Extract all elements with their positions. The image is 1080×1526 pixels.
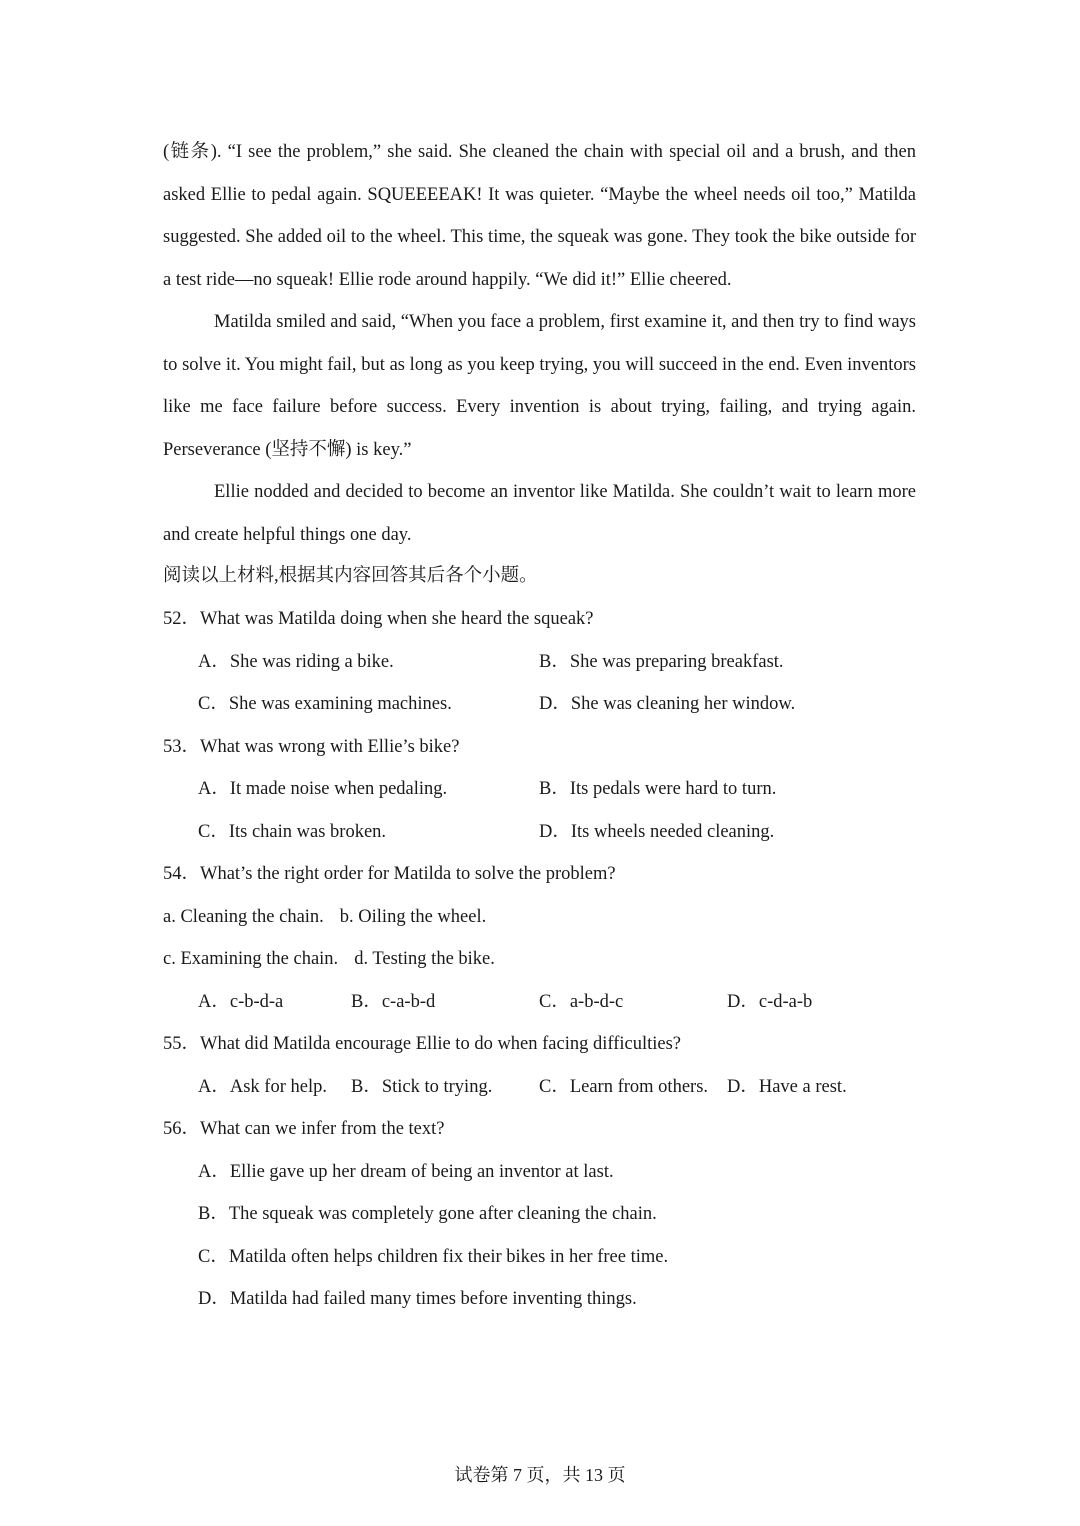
question-55-option-a[interactable]: A．Ask for help. bbox=[198, 1076, 327, 1097]
question-53-option-a[interactable]: A．It made noise when pedaling. bbox=[198, 779, 448, 799]
question-52-option-b[interactable]: B．She was preparing breakfast. bbox=[539, 651, 784, 672]
question-53-options-row-1 bbox=[163, 768, 923, 811]
question-54-step-d: d. Testing the bike. bbox=[354, 949, 495, 969]
question-52-options-row-2 bbox=[163, 683, 923, 726]
question-56-option-a[interactable]: A．Ellie gave up her dream of being an inventor at last. bbox=[198, 1161, 614, 1182]
passage-paragraph-2: Matilda smiled and said, “When you face a problem, first examine it, and then try to find ways to solve it. You might fail, but as long as you keep trying, you will succeed in the end. Even inventors like me face failure before success. Every invention is about trying, failing, and trying again. Perseverance (坚持不懈) is key.” bbox=[163, 312, 916, 460]
question-52-option-a[interactable]: A．She was riding a bike. bbox=[198, 651, 394, 672]
question-56-option-c[interactable]: C．Matilda often helps children fix their bikes in her free time. bbox=[198, 1246, 669, 1267]
question-list bbox=[163, 598, 923, 1321]
question-54-steps-row-1 bbox=[163, 896, 923, 939]
question-53-stem: 53．What was wrong with Ellie’s bike? bbox=[163, 736, 460, 757]
page-footer: 试卷第 7 页，共 13 页 bbox=[454, 1465, 626, 1485]
question-52-option-d[interactable]: D．She was cleaning her window. bbox=[539, 694, 796, 714]
question-56-option-d[interactable]: D．Matilda had failed many times before inventing things. bbox=[198, 1289, 637, 1309]
question-53-options-row-2 bbox=[163, 811, 923, 854]
question-52-options-row-1 bbox=[163, 641, 923, 684]
question-54-step-a: a. Cleaning the chain. bbox=[163, 906, 324, 927]
question-54-steps-row-2 bbox=[163, 938, 923, 981]
question-56-option-b[interactable]: B．The squeak was completely gone after cleaning the chain. bbox=[198, 1204, 657, 1224]
question-53-option-b[interactable]: B．Its pedals were hard to turn. bbox=[539, 779, 777, 799]
passage-paragraph-3: Ellie nodded and decided to become an inventor like Matilda. She couldn’t wait to learn more and create helpful things one day. bbox=[163, 482, 916, 545]
question-54-option-c[interactable]: C．a-b-d-c bbox=[539, 991, 624, 1012]
reading-passage bbox=[163, 131, 916, 556]
question-55-option-c[interactable]: C．Learn from others. bbox=[539, 1076, 709, 1097]
question-54-option-a[interactable]: A．c-b-d-a bbox=[198, 991, 284, 1012]
question-55-option-d[interactable]: D．Have a rest. bbox=[727, 1076, 847, 1097]
question-52-stem: 52．What was Matilda doing when she heard the squeak? bbox=[163, 609, 594, 629]
question-55-option-b[interactable]: B．Stick to trying. bbox=[351, 1076, 493, 1097]
question-53-option-c[interactable]: C．Its chain was broken. bbox=[198, 821, 387, 842]
question-54-option-b[interactable]: B．c-a-b-d bbox=[351, 991, 436, 1012]
question-54-step-b: b. Oiling the wheel. bbox=[339, 906, 487, 927]
question-54-options-row bbox=[163, 981, 923, 1024]
question-54-option-d[interactable]: D．c-d-a-b bbox=[727, 991, 813, 1012]
instruction-text: 阅读以上材料,根据其内容回答其后各个小题。 bbox=[163, 566, 538, 586]
question-54-step-c: c. Examining the chain. bbox=[163, 949, 339, 969]
question-52-option-c[interactable]: C．She was examining machines. bbox=[198, 694, 452, 714]
question-54-stem: 54．What’s the right order for Matilda to solve the problem? bbox=[163, 864, 616, 884]
passage-paragraph-1: (链条). “I see the problem,” she said. She cleaned the chain with special oil and a brush, and then asked Ellie to pedal again. SQUEEEEAK! It was quieter. “Maybe the wheel needs oil too,” Matilda suggested. She added oil to the wheel. This time, the squeak was gone. They took the bike outside for a test ride—no squeak! Ellie rode around happily. “We did it!” Ellie cheered. bbox=[163, 142, 916, 290]
question-55-options-row bbox=[163, 1066, 923, 1109]
question-53-option-d[interactable]: D．Its wheels needed cleaning. bbox=[539, 821, 775, 842]
question-56-stem: 56．What can we infer from the text? bbox=[163, 1119, 445, 1139]
question-55-stem: 55．What did Matilda encourage Ellie to do when facing difficulties? bbox=[163, 1034, 682, 1054]
